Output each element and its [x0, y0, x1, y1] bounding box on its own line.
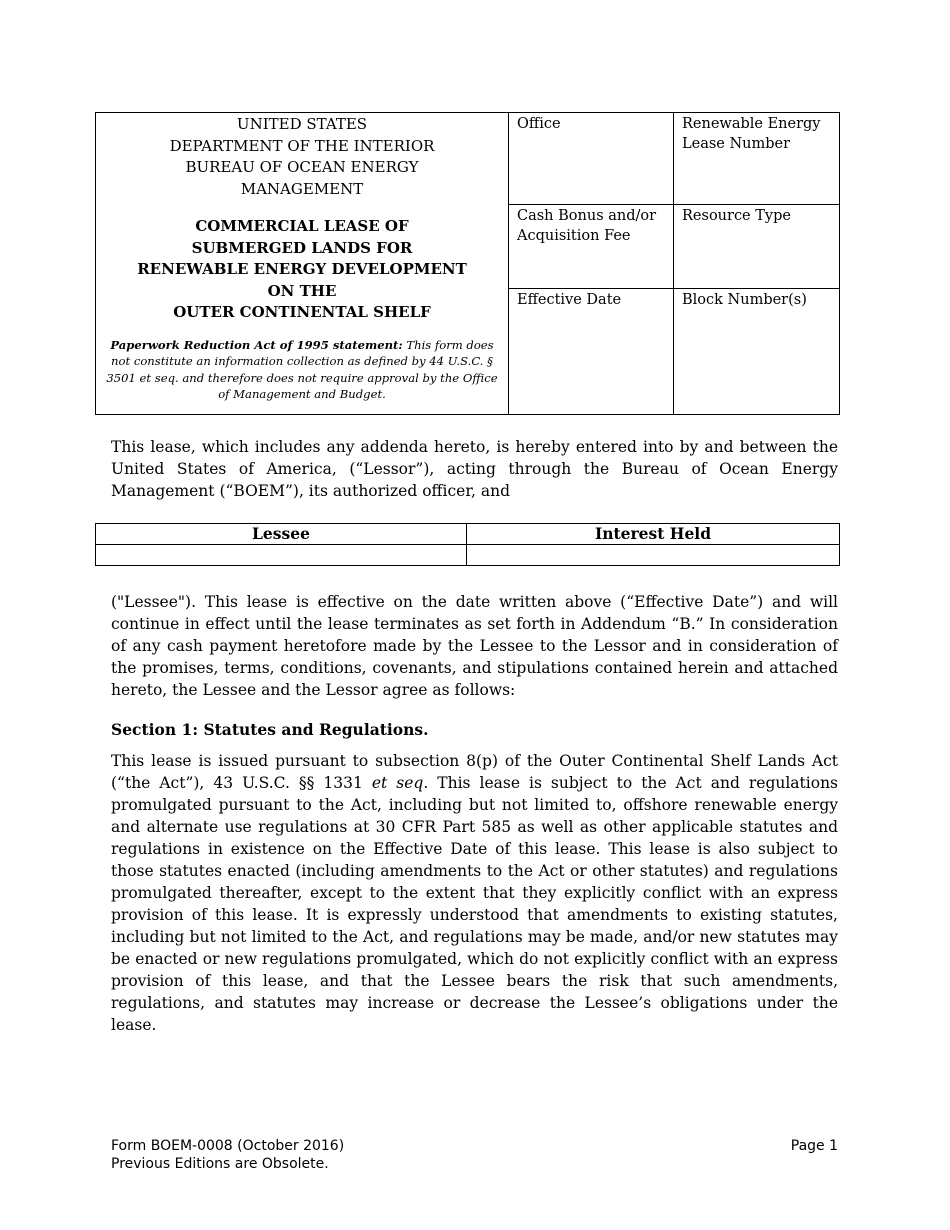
- resource-type-field[interactable]: Resource Type: [674, 205, 840, 289]
- agency-title-cell: [96, 113, 509, 415]
- section-1-text-rest: This lease is subject to the Act and regulations promulgated pursuant to the Act, including but not limited to, offshore renewable energy and alternate use regulations at 30 CFR Part 585 as well as other applicable statutes and regulations in existence on the Effective Date of this lease. This lease is also subject to those statutes enacted (including amendments to the Act or other statutes) and regulations promulgated thereafter, except to the extent that they explicitly conflict with an express provision of this lease. It is expressly understood that amendments to existing statutes, including but not limited to the Act, and regulations may be made, and/or new statutes may be enacted or new regulations promulgated, which do not explicitly conflict with an express provision of this lease, and that the Lessee bears the risk that such amendments, regulations, and statutes may increase or decrease the Lessee’s obligations under the lease.: [111, 774, 839, 1034]
- lessee-table: [95, 523, 840, 566]
- pra-text: This form does not constitute an information collection as defined by 44 U.S.C. § 3501 et seq. and therefore does not require approval by the Office of Management and Budget.: [106, 337, 498, 401]
- agency-line: MANAGEMENT: [240, 179, 364, 198]
- title-line: COMMERCIAL LEASE OF: [195, 217, 409, 235]
- header-table: [95, 112, 840, 415]
- section-1-heading: Section 1: Statutes and Regulations.: [111, 720, 429, 739]
- lease-number-field[interactable]: Renewable Energy Lease Number: [674, 113, 840, 205]
- block-numbers-field[interactable]: Block Number(s): [674, 289, 840, 415]
- pra-label: Paperwork Reduction Act of 1995 statement:: [110, 337, 403, 352]
- section-1-text-start: This lease is issued pursuant to subsection 8(p) of the Outer Continental Shelf Lands Act (“the Act”), 43 U.S.C. §§ 1331: [111, 752, 838, 792]
- paperwork-reduction-statement: [104, 337, 500, 403]
- interest-value-cell[interactable]: [467, 545, 840, 566]
- agency-line: UNITED STATES: [236, 115, 368, 133]
- title-line: OUTER CONTINENTAL SHELF: [173, 303, 431, 321]
- title-line: SUBMERGED LANDS FOR: [191, 238, 413, 257]
- page-footer: [111, 1137, 838, 1173]
- office-field[interactable]: Office: [509, 113, 674, 205]
- title-line: ON THE: [267, 281, 337, 300]
- page-number: Page 1: [790, 1138, 838, 1154]
- lessee-value-cell[interactable]: [96, 545, 467, 566]
- agency-line: DEPARTMENT OF THE INTERIOR: [169, 136, 435, 155]
- agency-line: BUREAU OF OCEAN ENERGY: [185, 158, 419, 176]
- document-title: [104, 216, 500, 324]
- obsolete-notice: Previous Editions are Obsolete.: [111, 1156, 329, 1172]
- intro-paragraph: This lease, which includes any addenda hereto, is hereby entered into by and between the United States of America, (“Lessor”), acting through the Bureau of Ocean Energy Management (“BOEM”), its authorized officer, and: [111, 438, 838, 500]
- section-1-paragraph: [111, 750, 838, 1036]
- interest-column-header: Interest Held: [467, 524, 840, 545]
- form-number: Form BOEM-0008 (October 2016): [111, 1138, 345, 1154]
- effective-date-field[interactable]: Effective Date: [509, 289, 674, 415]
- section-1-italic: et seq.: [371, 774, 429, 792]
- cash-bonus-field[interactable]: Cash Bonus and/or Acquisition Fee: [509, 205, 674, 289]
- title-line: RENEWABLE ENERGY DEVELOPMENT: [137, 260, 467, 278]
- lessee-column-header: Lessee: [96, 524, 467, 545]
- effective-paragraph: ("Lessee"). This lease is effective on the date written above (“Effective Date”) and will continue in effect until the lease terminates as set forth in Addendum “B.” In consideration of any cash payment heretofore made by the Lessee to the Lessor and in consideration of the promises, terms, conditions, covenants, and stipulations contained herein and attached hereto, the Lessee and the Lessor agree as follows:: [111, 593, 838, 699]
